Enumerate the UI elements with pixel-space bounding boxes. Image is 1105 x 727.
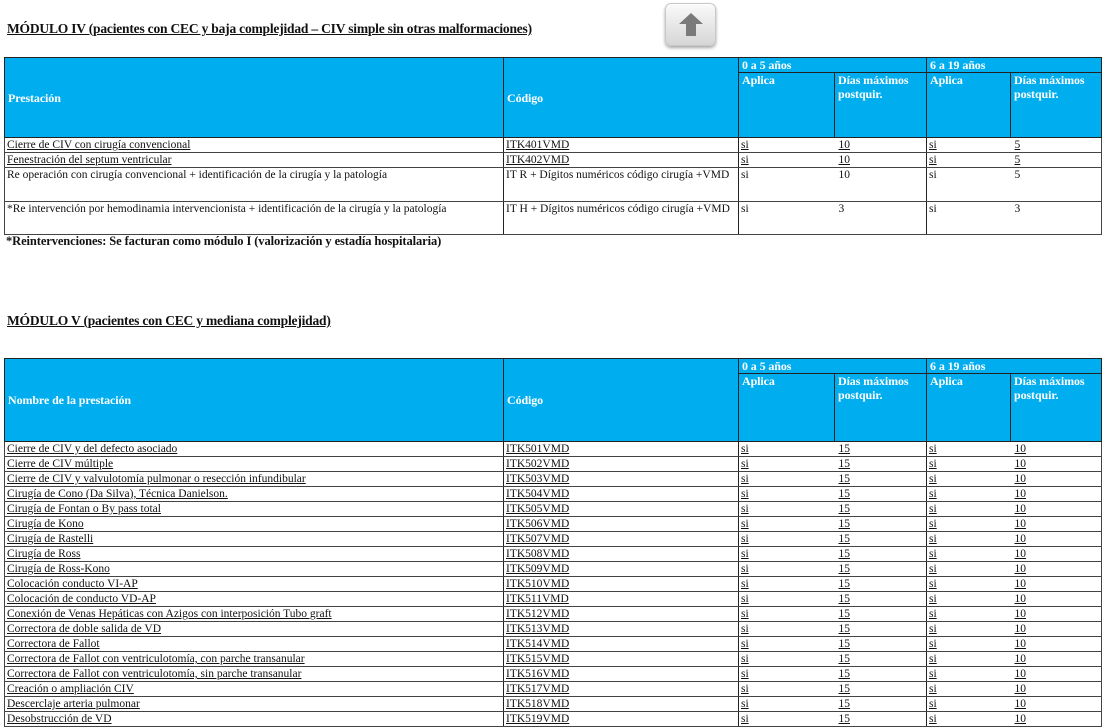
cell-d2: 10 [1011, 472, 1102, 487]
cell-name: Descerclaje arteria pulmonar [5, 697, 504, 712]
cell-d1: 15 [835, 577, 927, 592]
modulo-v-title: MÓDULO V (pacientes con CEC y mediana complejidad) [7, 313, 331, 328]
cell-code: ITK516VMD [504, 667, 739, 682]
cell-d2: 10 [1011, 457, 1102, 472]
header-aplica-1: Aplica [739, 73, 835, 138]
cell-a1: si [739, 607, 835, 622]
cell-d2: 10 [1011, 577, 1102, 592]
cell-d2: 10 [1011, 697, 1102, 712]
table-row [5, 592, 1102, 607]
cell-a2: si [927, 547, 1011, 562]
cell-d1: 15 [835, 592, 927, 607]
header-nombre-prestacion: Nombre de la prestación [5, 359, 504, 442]
cell-code: ITK501VMD [504, 442, 739, 457]
cell-d1: 15 [835, 607, 927, 622]
cell-a2: si [927, 168, 1011, 202]
cell-code: ITK515VMD [504, 652, 739, 667]
header-dias-1: Días máximos postquir. [835, 73, 927, 138]
cell-code: ITK504VMD [504, 487, 739, 502]
header-aplica-2: Aplica [927, 73, 1011, 138]
cell-d2: 10 [1011, 532, 1102, 547]
cell-a1: si [739, 532, 835, 547]
cell-name: Conexión de Venas Hepáticas con Azigos con interposición Tubo graft [5, 607, 504, 622]
cell-d2: 10 [1011, 622, 1102, 637]
cell-code: ITK505VMD [504, 502, 739, 517]
cell-a2: si [927, 607, 1011, 622]
cell-d1: 15 [835, 547, 927, 562]
cell-code: IT H + Dígitos numéricos código cirugía +VMD [504, 202, 739, 235]
table-row [5, 517, 1102, 532]
cell-d1: 15 [835, 697, 927, 712]
cell-a1: si [739, 592, 835, 607]
table-row [5, 622, 1102, 637]
cell-name: Cirugía de Cono (Da Silva), Técnica Danielson. [5, 487, 504, 502]
table-row [5, 682, 1102, 697]
cell-name: Fenestración del septum ventricular [5, 153, 504, 168]
cell-a1: si [739, 652, 835, 667]
cell-code: ITK502VMD [504, 457, 739, 472]
cell-d2: 10 [1011, 487, 1102, 502]
table-row [5, 577, 1102, 592]
header-group-6-19: 6 a 19 años [927, 359, 1102, 374]
arrow-up-icon [679, 13, 703, 36]
cell-a1: si [739, 712, 835, 727]
header-aplica-2: Aplica [927, 374, 1011, 442]
cell-name: Cirugía de Fontan o By pass total [5, 502, 504, 517]
modulo-iv-title: MÓDULO IV (pacientes con CEC y baja complejidad – CIV simple sin otras malformaciones) [7, 21, 532, 36]
cell-d1: 15 [835, 562, 927, 577]
cell-d1: 15 [835, 442, 927, 457]
cell-d1: 15 [835, 487, 927, 502]
table-row [5, 667, 1102, 682]
cell-d2: 10 [1011, 442, 1102, 457]
cell-d2: 10 [1011, 652, 1102, 667]
cell-name: Colocación de conducto VD-AP [5, 592, 504, 607]
cell-a1: si [739, 202, 835, 235]
cell-code: ITK401VMD [504, 138, 739, 153]
cell-d1: 15 [835, 682, 927, 697]
cell-code: ITK511VMD [504, 592, 739, 607]
table-row [5, 697, 1102, 712]
cell-a2: si [927, 682, 1011, 697]
cell-code: ITK514VMD [504, 637, 739, 652]
cell-d2: 10 [1011, 547, 1102, 562]
table-row [5, 547, 1102, 562]
cell-code: ITK503VMD [504, 472, 739, 487]
cell-code: ITK513VMD [504, 622, 739, 637]
table-row [5, 457, 1102, 472]
cell-a1: si [739, 622, 835, 637]
cell-name: Correctora de doble salida de VD [5, 622, 504, 637]
table-row [5, 153, 1102, 168]
table-row [5, 487, 1102, 502]
cell-a2: si [927, 138, 1011, 153]
cell-a1: si [739, 562, 835, 577]
cell-a1: si [739, 682, 835, 697]
cell-d2: 10 [1011, 517, 1102, 532]
cell-d1: 15 [835, 652, 927, 667]
reintervenciones-note: *Reintervenciones: Se facturan como módulo I (valorización y estadía hospitalaria) [6, 234, 442, 248]
cell-d2: 5 [1011, 153, 1102, 168]
cell-code: ITK518VMD [504, 697, 739, 712]
cell-name: *Re intervención por hemodinamia intervencionista + identificación de la cirugía y la patología [5, 202, 504, 235]
cell-a2: si [927, 622, 1011, 637]
modulo-iv-table [4, 57, 1102, 235]
cell-a2: si [927, 472, 1011, 487]
table-row [5, 442, 1102, 457]
cell-d2: 5 [1011, 138, 1102, 153]
cell-a1: si [739, 472, 835, 487]
header-group-0-5: 0 a 5 años [739, 359, 927, 374]
modulo-v-table [4, 358, 1102, 727]
cell-a1: si [739, 153, 835, 168]
cell-a1: si [739, 487, 835, 502]
cell-a2: si [927, 712, 1011, 727]
cell-a2: si [927, 562, 1011, 577]
cell-a1: si [739, 502, 835, 517]
cell-d1: 15 [835, 517, 927, 532]
cell-d2: 10 [1011, 502, 1102, 517]
header-dias-1: Días máximos postquir. [835, 374, 927, 442]
cell-d2: 10 [1011, 712, 1102, 727]
cell-code: ITK510VMD [504, 577, 739, 592]
cell-code: ITK507VMD [504, 532, 739, 547]
cell-code: IT R + Dígitos numéricos código cirugía +VMD [504, 168, 739, 202]
cell-a2: si [927, 577, 1011, 592]
cell-a1: si [739, 547, 835, 562]
cell-d2: 10 [1011, 682, 1102, 697]
table-row [5, 637, 1102, 652]
cell-name: Creación o ampliación CIV [5, 682, 504, 697]
cell-name: Re operación con cirugía convencional + identificación de la cirugía y la patología [5, 168, 504, 202]
cell-name: Cirugía de Kono [5, 517, 504, 532]
cell-d1: 3 [835, 202, 927, 235]
cell-name: Cierre de CIV con cirugía convencional [5, 138, 504, 153]
cell-d2: 5 [1011, 168, 1102, 202]
cell-a1: si [739, 697, 835, 712]
cell-d1: 15 [835, 622, 927, 637]
table-row [5, 607, 1102, 622]
cell-code: ITK506VMD [504, 517, 739, 532]
cell-d2: 10 [1011, 592, 1102, 607]
table-row [5, 712, 1102, 727]
cell-d2: 3 [1011, 202, 1102, 235]
cell-a2: si [927, 697, 1011, 712]
cell-d1: 15 [835, 532, 927, 547]
cell-name: Correctora de Fallot con ventriculotomía, con parche transanular [5, 652, 504, 667]
cell-d2: 10 [1011, 607, 1102, 622]
cell-d2: 10 [1011, 637, 1102, 652]
cell-a1: si [739, 457, 835, 472]
cell-name: Correctora de Fallot con ventriculotomía, sin parche transanular [5, 667, 504, 682]
cell-d1: 15 [835, 637, 927, 652]
cell-code: ITK402VMD [504, 153, 739, 168]
table-row [5, 532, 1102, 547]
header-prestacion: Prestación [5, 58, 504, 138]
cell-code: ITK512VMD [504, 607, 739, 622]
cell-d1: 10 [835, 138, 927, 153]
cell-a2: si [927, 517, 1011, 532]
scroll-up-button[interactable] [665, 3, 716, 46]
cell-a2: si [927, 502, 1011, 517]
cell-d1: 10 [835, 168, 927, 202]
cell-d1: 15 [835, 457, 927, 472]
cell-d2: 10 [1011, 667, 1102, 682]
table-row [5, 562, 1102, 577]
cell-a2: si [927, 637, 1011, 652]
cell-a2: si [927, 652, 1011, 667]
cell-name: Desobstrucción de VD [5, 712, 504, 727]
cell-a1: si [739, 637, 835, 652]
cell-name: Correctora de Fallot [5, 637, 504, 652]
table-row [5, 652, 1102, 667]
table-row [5, 472, 1102, 487]
cell-code: ITK509VMD [504, 562, 739, 577]
cell-a1: si [739, 168, 835, 202]
cell-a2: si [927, 202, 1011, 235]
header-group-0-5: 0 a 5 años [739, 58, 927, 73]
cell-d1: 15 [835, 712, 927, 727]
table-row [5, 168, 1102, 202]
header-aplica-1: Aplica [739, 374, 835, 442]
cell-a2: si [927, 667, 1011, 682]
cell-a2: si [927, 532, 1011, 547]
cell-d2: 10 [1011, 562, 1102, 577]
header-dias-2: Días máximos postquir. [1011, 374, 1102, 442]
cell-code: ITK517VMD [504, 682, 739, 697]
cell-name: Cierre de CIV múltiple [5, 457, 504, 472]
cell-d1: 15 [835, 502, 927, 517]
table-row [5, 502, 1102, 517]
cell-d1: 15 [835, 472, 927, 487]
cell-a1: si [739, 667, 835, 682]
table-row [5, 202, 1102, 235]
cell-name: Cirugía de Ross-Kono [5, 562, 504, 577]
cell-a2: si [927, 442, 1011, 457]
cell-name: Cierre de CIV y del defecto asociado [5, 442, 504, 457]
cell-name: Cierre de CIV y valvulotomía pulmonar o resección infundibular [5, 472, 504, 487]
cell-d1: 10 [835, 153, 927, 168]
table-row [5, 138, 1102, 153]
cell-a1: si [739, 442, 835, 457]
cell-name: Colocación conducto VI-AP [5, 577, 504, 592]
cell-name: Cirugía de Rastelli [5, 532, 504, 547]
cell-a2: si [927, 457, 1011, 472]
cell-name: Cirugía de Ross [5, 547, 504, 562]
cell-a1: si [739, 577, 835, 592]
header-codigo: Código [504, 58, 739, 138]
cell-a2: si [927, 487, 1011, 502]
cell-code: ITK508VMD [504, 547, 739, 562]
header-dias-2: Días máximos postquir. [1011, 73, 1102, 138]
header-codigo: Código [504, 359, 739, 442]
cell-a1: si [739, 517, 835, 532]
header-group-6-19: 6 a 19 años [927, 58, 1102, 73]
cell-a1: si [739, 138, 835, 153]
cell-a2: si [927, 592, 1011, 607]
cell-d1: 15 [835, 667, 927, 682]
cell-a2: si [927, 153, 1011, 168]
cell-code: ITK519VMD [504, 712, 739, 727]
